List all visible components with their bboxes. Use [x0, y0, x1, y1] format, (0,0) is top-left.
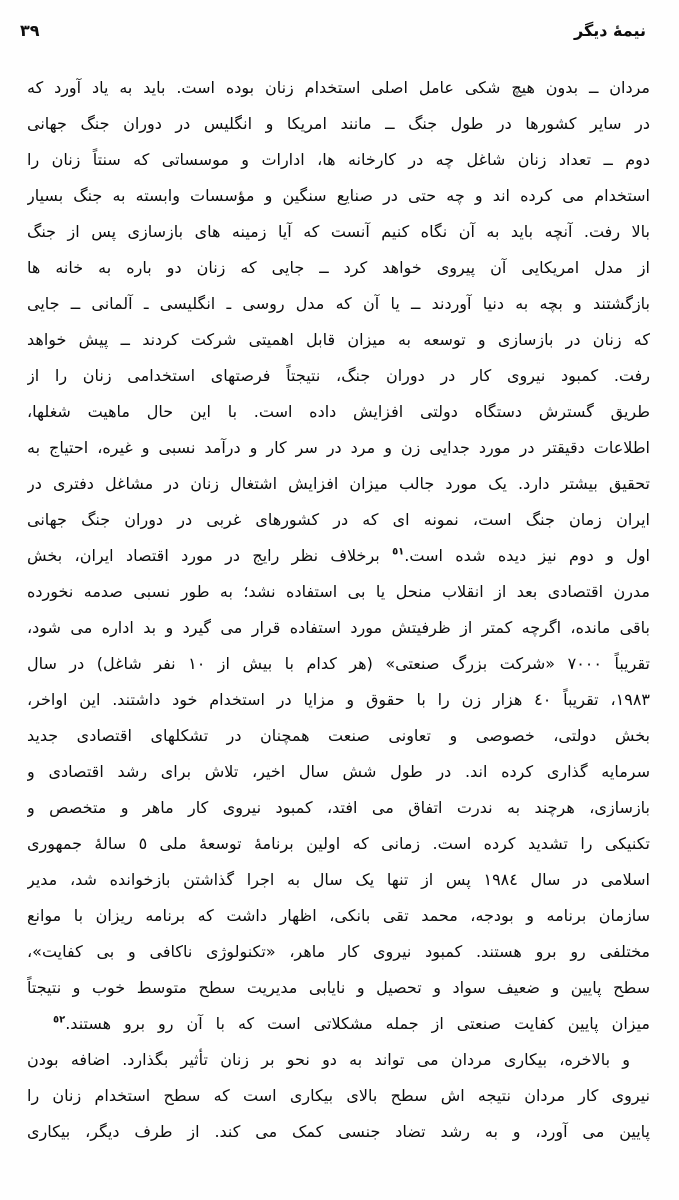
- text-line: اطلاعات دقیقتر در مورد جدایی زن و مرد در سر کار و درآمد نسبی و غیره، احتیاج به: [27, 438, 650, 457]
- text-line: مردان ــ بدون هیچ شکی عامل اصلی استخدام زنان بوده است. باید به یاد آورد که: [27, 78, 650, 97]
- text-line: رفت. کمبود نیروی کار در دوران جنگ، نتیجتاً فرصتهای استخدامی زنان را از: [27, 366, 650, 385]
- text-line: بازگشتند و بچه به دنیا آوردند ــ یا آن که مدل روسی ـ انگلیسی ـ آلمانی ــ جایی: [27, 294, 650, 313]
- text-line: استخدام می کرده اند و چه حتی در صنایع سنگین و مؤسسات وابسته به جنگ بسیار: [27, 186, 650, 205]
- text-line: ایران زمان جنگ است، نمونه ای که در کشورهای غربی در دوران جنگ جهانی: [27, 510, 650, 529]
- text-line: ١٩٨٣، تقریباً ٤٠ هزار زن را با حقوق و مزایا در استخدام خود داشتند. این اواخر،: [27, 690, 650, 709]
- text-line: از مدل امریکایی آن پیروی خواهد کرد ــ جایی که زنان دو باره به خانه ها: [27, 258, 650, 277]
- text-line: باقی مانده، اگرچه کمتر از ظرفیتش مورد استفاده قرار می گیرد و بد اداره می شود،: [27, 618, 650, 637]
- text-line: و بالاخره، بیکاری مردان می تواند به دو نحو بر زنان تأثیر بگذارد. اضافه بودن: [27, 1050, 630, 1069]
- text-line: بازسازی، هرچند به ندرت اتفاق می افتد، کمبود نیروی کار ماهر و متخصص و: [27, 798, 650, 817]
- text-line: سطح پایین و ضعیف سواد و تحصیل و نایابی مدیریت سطح متوسط خوب و نتیجتاً: [27, 978, 650, 997]
- text-line: اسلامی در سال ١٩٨٤ پس از تنها یک سال به اجرا گذاشتن بازخوانده شد، مدیر: [27, 870, 650, 889]
- footnote-ref: ٥٢: [53, 1014, 66, 1026]
- text-line: سرمایه گذاری کرده اند. در طول شش سال اخیر، تلاش برای رشد اقتصادی و: [27, 762, 650, 781]
- text-line: مختلفی رو برو هستند. کمبود نیروی کار ماهر، «تکنولوژی ناکافی و بی کفایت»،: [27, 942, 650, 961]
- text-line: طریق گسترش دستگاه دولتی افزایش داده است. با این حال ماهیت شغلها،: [27, 402, 650, 421]
- text-line: بالا رفت. آنچه باید به آن نگاه کنیم آنست که آیا زمینه های بازسازی پس از جنگ: [27, 222, 650, 241]
- text-line: بخش دولتی، خصوصی و تعاونی صنعت همچنان در تشکلهای اقتصادی جدید: [27, 726, 650, 745]
- text-line: سازمان برنامه و بودجه، محمد تقی بانکی، اظهار داشت که برنامه ریزان با موانع: [27, 906, 650, 925]
- text-line: که زنان در بازسازی و توسعه به میزان قابل اهمیتی شرکت کردند ــ پیش خواهد: [27, 330, 650, 349]
- running-header-title: نیمۀ دیگر: [573, 21, 646, 40]
- page-number: ٣٩: [20, 21, 40, 40]
- text-line: تقریباً ٧٠٠٠ «شرکت بزرگ صنعتی» (هر کدام با بیش از ١٠ نفر شاغل) در سال: [27, 654, 650, 673]
- text-line: نیروی کار مردان نتیجه اش سطح بالای بیکاری است که سطح استخدام زنان را: [27, 1086, 650, 1105]
- footnote-ref: ٥١: [392, 546, 405, 558]
- text-line: در سایر کشورها در طول جنگ ــ مانند امریکا و انگلیس در دوران جنگ جهانی: [27, 114, 650, 133]
- text-line: پایین می آورد، و به رشد تضاد جنسی کمک می کند. از طرف دیگر، بیکاری: [27, 1122, 650, 1141]
- text-line: اول و دوم نیز دیده شده است.$^{٥١}$ برخلاف نظر رایج در مورد اقتصاد ایران، بخش: [27, 546, 650, 565]
- body-text: [27, 70, 650, 1150]
- text-line: دوم ــ تعداد زنان شاغل چه در کارخانه ها، ادارات و موسساتی که سنتاً زنان را: [27, 150, 650, 169]
- text-line: تکنیکی را تشدید کرده است. زمانی که اولین برنامۀ توسعۀ ملی ٥ سالۀ جمهوری: [27, 834, 650, 853]
- text-line: مدرن اقتصادی بعد از انقلاب منحل یا بی استفاده نشد؛ به طور نسبی صدمه نخورده: [27, 582, 650, 601]
- page-header: [20, 18, 646, 44]
- text-line: میزان پایین کفایت صنعتی از جمله مشکلاتی است که با آن رو برو هستند.$^{٥٢}$: [53, 1014, 650, 1033]
- text-line: تحقیق بیشتر دارد. یک مورد جالب میزان افزایش اشتغال زنان در مشاغل دفتری در: [27, 474, 650, 493]
